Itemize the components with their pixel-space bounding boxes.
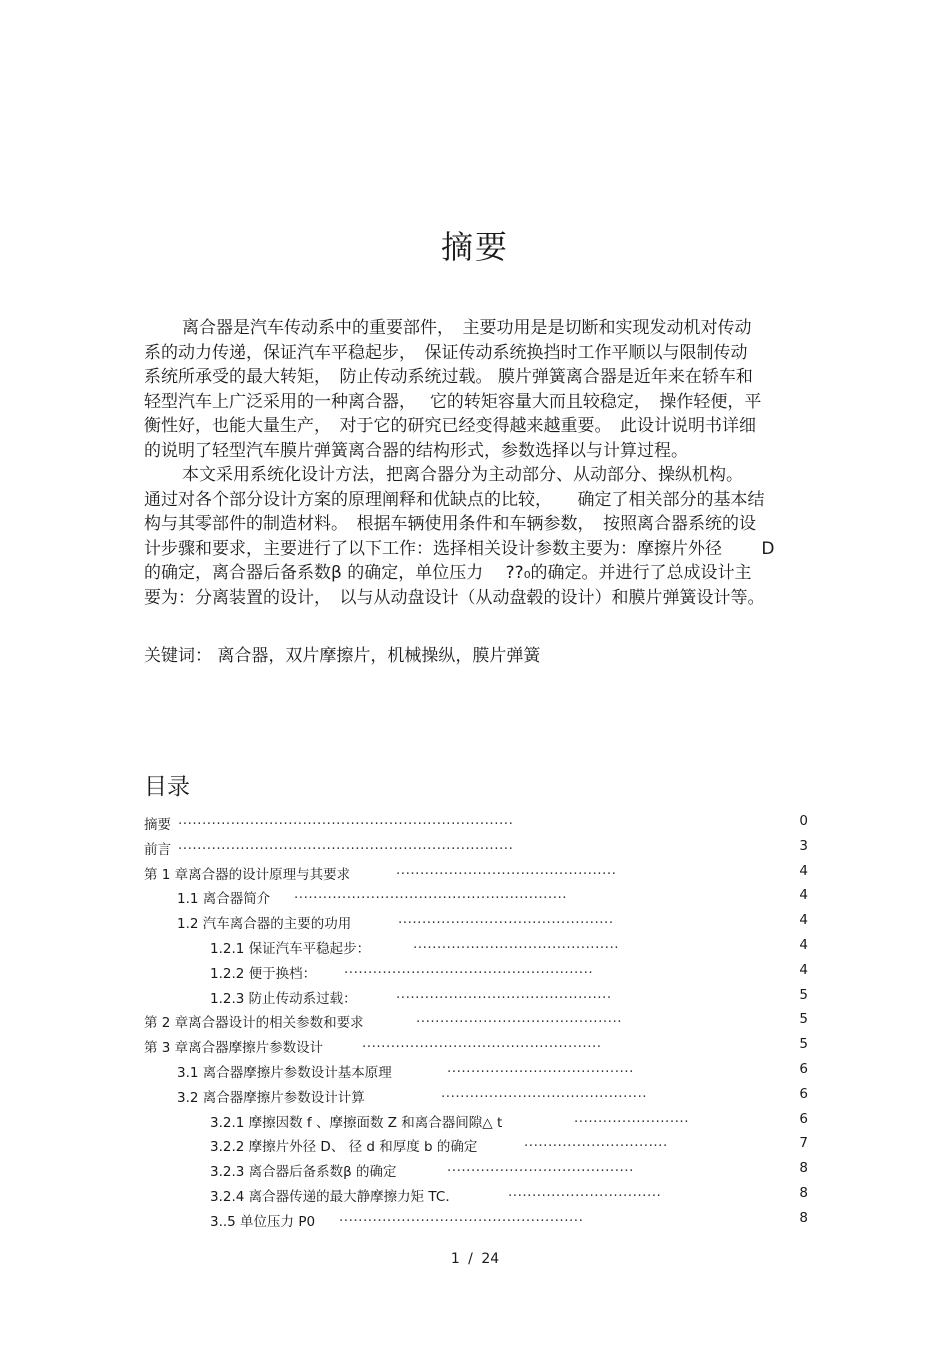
toc-leader-dots: ....................................... bbox=[447, 1159, 634, 1176]
toc-entry-label: 3.2.1 摩擦因数 f 、摩擦面数 Z 和离合器间隙△ t bbox=[210, 1114, 503, 1131]
toc-entry-page: 0 bbox=[799, 813, 808, 829]
toc-entry-label: 摘要 bbox=[144, 817, 171, 833]
toc-entry[interactable] bbox=[144, 1058, 808, 1083]
toc-entry-label: 3.2.2 摩擦片外径 D、 径 d 和厚度 b 的确定 bbox=[210, 1139, 478, 1156]
toc-leader-dots: .................................................... bbox=[344, 960, 594, 977]
toc-entry-page: 8 bbox=[799, 1184, 808, 1201]
abstract-line: 的确定，离合器后备系数β 的确定，单位压力 ??₀的确定。并进行了总成设计主 bbox=[144, 563, 752, 583]
toc-entry-page: 4 bbox=[799, 912, 808, 929]
table-of-contents bbox=[144, 810, 808, 1232]
toc-entry-page: 8 bbox=[799, 1160, 808, 1177]
toc-entry[interactable] bbox=[144, 1033, 808, 1058]
toc-entry-label: 3.2.4 离合器传递的最大静摩擦力矩 TC. bbox=[210, 1188, 450, 1205]
toc-leader-dots: ................................ bbox=[508, 1183, 662, 1200]
abstract-line: 系统所承受的最大转矩， 防止传动系统过载。 膜片弹簧离合器是近年来在轿车和 bbox=[144, 367, 753, 387]
toc-entry-page: 6 bbox=[799, 1060, 808, 1077]
toc-entry[interactable] bbox=[144, 1157, 808, 1182]
toc-entry[interactable] bbox=[144, 1008, 808, 1033]
page-number-footer: 1 / 24 bbox=[450, 1251, 500, 1267]
abstract-line: 本文采用系统化设计方法，把离合器分为主动部分、从动部分、操纵机构。 bbox=[182, 465, 743, 485]
abstract-line: 轻型汽车上广泛采用的一种离合器， 它的转矩容量大而且较稳定， 操作轻便，平 bbox=[144, 391, 762, 412]
page-title: 摘要 bbox=[440, 228, 509, 266]
toc-entry[interactable] bbox=[144, 1083, 808, 1108]
toc-entry-page: 3 bbox=[799, 837, 808, 854]
toc-entry-page: 4 bbox=[799, 961, 808, 978]
toc-entry-page: 5 bbox=[799, 1011, 808, 1028]
toc-entry[interactable] bbox=[144, 984, 808, 1009]
toc-entry[interactable] bbox=[144, 1108, 808, 1133]
toc-leader-dots: ........................................... bbox=[441, 1084, 648, 1101]
toc-entry[interactable] bbox=[144, 959, 808, 984]
toc-entry-label: 前言 bbox=[144, 841, 171, 858]
toc-entry-page: 5 bbox=[799, 1036, 808, 1053]
toc-entry-label: 1.2.1 保证汽车平稳起步： bbox=[210, 940, 371, 957]
toc-entry[interactable] bbox=[144, 1207, 808, 1232]
toc-entry[interactable] bbox=[144, 934, 808, 959]
toc-entry-page: 6 bbox=[799, 1110, 808, 1127]
toc-entry[interactable] bbox=[144, 810, 808, 835]
toc-leader-dots: ................................................... bbox=[339, 1208, 584, 1225]
toc-leader-dots: ........................................... bbox=[413, 935, 620, 952]
toc-entry-label: 1.2.2 便于换档： bbox=[210, 965, 317, 982]
toc-entry-label: 第 3 章离合器摩擦片参数设计 bbox=[144, 1040, 324, 1057]
toc-leader-dots: ........................ bbox=[574, 1109, 689, 1126]
toc-leader-dots: ....................................... bbox=[447, 1059, 634, 1076]
toc-entry[interactable] bbox=[144, 909, 808, 934]
toc-entry-label: 第 2 章离合器设计的相关参数和要求 bbox=[144, 1015, 364, 1032]
toc-entry[interactable] bbox=[144, 1132, 808, 1157]
toc-heading: 目录 bbox=[144, 774, 190, 800]
toc-leader-dots: ............................................. bbox=[398, 911, 614, 928]
toc-entry-label: 1.2 汽车离合器的主要的功用 bbox=[177, 916, 352, 933]
toc-leader-dots: .................................................. bbox=[362, 1035, 602, 1052]
toc-entry-page: 6 bbox=[799, 1085, 808, 1102]
abstract-line: 系的动力传递，保证汽车平稳起步， 保证传动系统换挡时工作平顺以与限制传动 bbox=[144, 342, 748, 363]
toc-entry-label: 3..5 单位压力 P0 bbox=[210, 1213, 316, 1230]
toc-leader-dots: .............................. bbox=[524, 1134, 668, 1151]
toc-leader-dots: ........................................... bbox=[416, 1010, 623, 1027]
toc-leader-dots: ......................................................... bbox=[294, 886, 568, 903]
toc-leader-dots: ...................................................................... bbox=[178, 836, 514, 853]
toc-entry-label: 3.2.3 离合器后备系数β 的确定 bbox=[210, 1164, 397, 1181]
toc-entry[interactable] bbox=[144, 884, 808, 909]
toc-entry-page: 4 bbox=[799, 862, 808, 879]
abstract-line: 的说明了轻型汽车膜片弹簧离合器的结构形式，参数选择以与计算过程。 bbox=[144, 440, 688, 461]
toc-leader-dots: .............................................. bbox=[396, 861, 617, 878]
abstract-line: 衡性好，也能大量生产， 对于它的研究已经变得越来越重要。 此设计说明书详细 bbox=[144, 416, 756, 436]
toc-entry[interactable] bbox=[144, 835, 808, 860]
keywords-line: 关键词： 离合器，双片摩擦片，机械操纵，膜片弹簧 bbox=[144, 646, 541, 666]
toc-leader-dots: ...................................................................... bbox=[178, 812, 514, 828]
abstract-line: 通过对各个部分设计方案的原理阐释和优缺点的比较， 确定了相关部分的基本结 bbox=[144, 489, 765, 510]
abstract-line: 离合器是汽车传动系中的重要部件， 主要功用是是切断和实现发动机对传动 bbox=[182, 318, 752, 338]
toc-entry-label: 1.2.3 防止传动系过载： bbox=[210, 990, 357, 1007]
toc-entry[interactable] bbox=[144, 1182, 808, 1207]
toc-entry-page: 4 bbox=[799, 936, 808, 953]
toc-entry-label: 3.2 离合器摩擦片参数设计计算 bbox=[177, 1089, 365, 1106]
toc-entry-label: 1.1 离合器简介 bbox=[177, 891, 271, 908]
abstract-line: 计步骤和要求，主要进行了以下工作：选择相关设计参数主要为：摩擦片外径 D bbox=[144, 538, 775, 559]
abstract-line: 要为：分离装置的设计， 以与从动盘设计（从动盘毂的设计）和膜片弹簧设计等。 bbox=[144, 587, 765, 608]
toc-entry-page: 4 bbox=[799, 887, 808, 904]
toc-entry-page: 8 bbox=[799, 1209, 808, 1226]
abstract-body bbox=[144, 316, 810, 610]
toc-entry[interactable] bbox=[144, 860, 808, 885]
abstract-line: 构与其零部件的制造材料。 根据车辆使用条件和车辆参数， 按照离合器系统的设 bbox=[144, 514, 756, 534]
toc-entry-label: 3.1 离合器摩擦片参数设计基本原理 bbox=[177, 1064, 392, 1081]
toc-entry-label: 第 1 章离合器的设计原理与其要求 bbox=[144, 866, 351, 883]
toc-entry-page: 5 bbox=[799, 986, 808, 1003]
toc-leader-dots: ............................................. bbox=[396, 985, 612, 1002]
toc-entry-page: 7 bbox=[799, 1135, 808, 1152]
